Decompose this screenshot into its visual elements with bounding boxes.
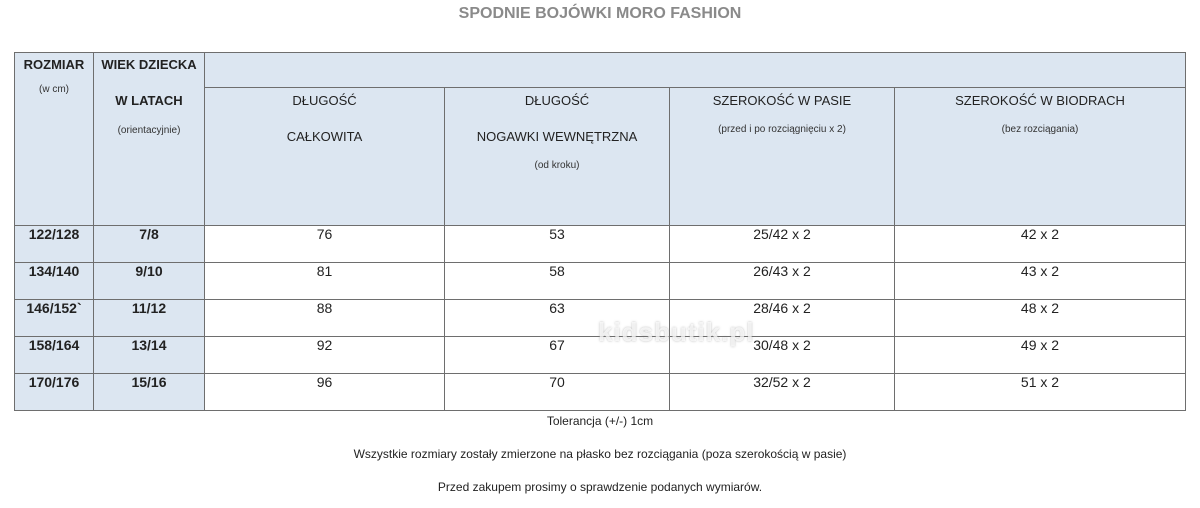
table-row	[15, 337, 1186, 374]
cell-hips: 51 x 2	[895, 374, 1186, 411]
table-row	[15, 300, 1186, 337]
cell-length: 92	[205, 337, 445, 374]
header-inseam-note: (od kroku)	[534, 160, 580, 171]
page-title: SPODNIE BOJÓWKI MORO FASHION	[458, 5, 742, 22]
cell-size: 146/152`	[15, 300, 94, 337]
cell-waist: 32/52 x 2	[670, 374, 895, 411]
header-waist-line1: SZEROKOŚĆ W PASIE	[712, 93, 852, 108]
cell-age: 11/12	[94, 300, 205, 337]
table-row	[15, 226, 1186, 263]
cell-length: 88	[205, 300, 445, 337]
measurement-note: Wszystkie rozmiary zostały zmierzone na płasko bez rozciągania (poza szerokością w pasie)	[353, 447, 847, 461]
cell-inseam: 70	[445, 374, 670, 411]
tolerance-note: Tolerancja (+/-) 1cm	[546, 414, 654, 428]
header-age-label: WIEK DZIECKA	[101, 57, 197, 72]
cell-size: 158/164	[15, 337, 94, 374]
cell-age: 15/16	[94, 374, 205, 411]
table-row	[15, 263, 1186, 300]
size-table	[14, 52, 1186, 411]
header-age	[94, 53, 205, 226]
header-hips-line1: SZEROKOŚĆ W BIODRACH	[955, 93, 1125, 108]
header-size-label: ROZMIAR	[23, 57, 85, 72]
cell-age: 7/8	[94, 226, 205, 263]
cell-size: 134/140	[15, 263, 94, 300]
header-length	[205, 88, 445, 226]
cell-length: 76	[205, 226, 445, 263]
header-size-unit: (w cm)	[39, 84, 69, 95]
header-row-top	[15, 53, 1186, 88]
table-row	[15, 374, 1186, 411]
header-age-note: (orientacyjnie)	[117, 125, 181, 136]
header-waist-note: (przed i po rozciągnięciu x 2)	[718, 124, 846, 135]
cell-inseam: 63	[445, 300, 670, 337]
cell-length: 96	[205, 374, 445, 411]
cell-waist: 30/48 x 2	[670, 337, 895, 374]
cell-age: 13/14	[94, 337, 205, 374]
cell-size: 170/176	[15, 374, 94, 411]
header-hips	[895, 88, 1186, 226]
cell-waist: 28/46 x 2	[670, 300, 895, 337]
header-hips-note: (bez rozciągania)	[1001, 124, 1079, 135]
cell-waist: 26/43 x 2	[670, 263, 895, 300]
cell-inseam: 67	[445, 337, 670, 374]
header-inseam	[445, 88, 670, 226]
cell-hips: 49 x 2	[895, 337, 1186, 374]
cell-hips: 48 x 2	[895, 300, 1186, 337]
cell-hips: 42 x 2	[895, 226, 1186, 263]
header-size	[15, 53, 94, 226]
cell-length: 81	[205, 263, 445, 300]
cell-inseam: 53	[445, 226, 670, 263]
cell-size: 122/128	[15, 226, 94, 263]
header-age-years: W LATACH	[115, 93, 183, 108]
cell-waist: 25/42 x 2	[670, 226, 895, 263]
cell-hips: 43 x 2	[895, 263, 1186, 300]
header-inseam-line1: DŁUGOŚĆ	[524, 93, 590, 108]
header-blank	[205, 53, 1186, 88]
watermark: kidsbutik.pl	[598, 317, 755, 347]
header-waist	[670, 88, 895, 226]
cell-age: 9/10	[94, 263, 205, 300]
header-length-line1: DŁUGOŚĆ	[292, 93, 357, 108]
cell-inseam: 58	[445, 263, 670, 300]
table-body	[15, 226, 1186, 411]
check-note: Przed zakupem prosimy o sprawdzenie podanych wymiarów.	[437, 480, 763, 494]
header-inseam-line2: NOGAWKI WEWNĘTRZNA	[476, 129, 638, 144]
header-length-line2: CAŁKOWITA	[286, 129, 363, 144]
